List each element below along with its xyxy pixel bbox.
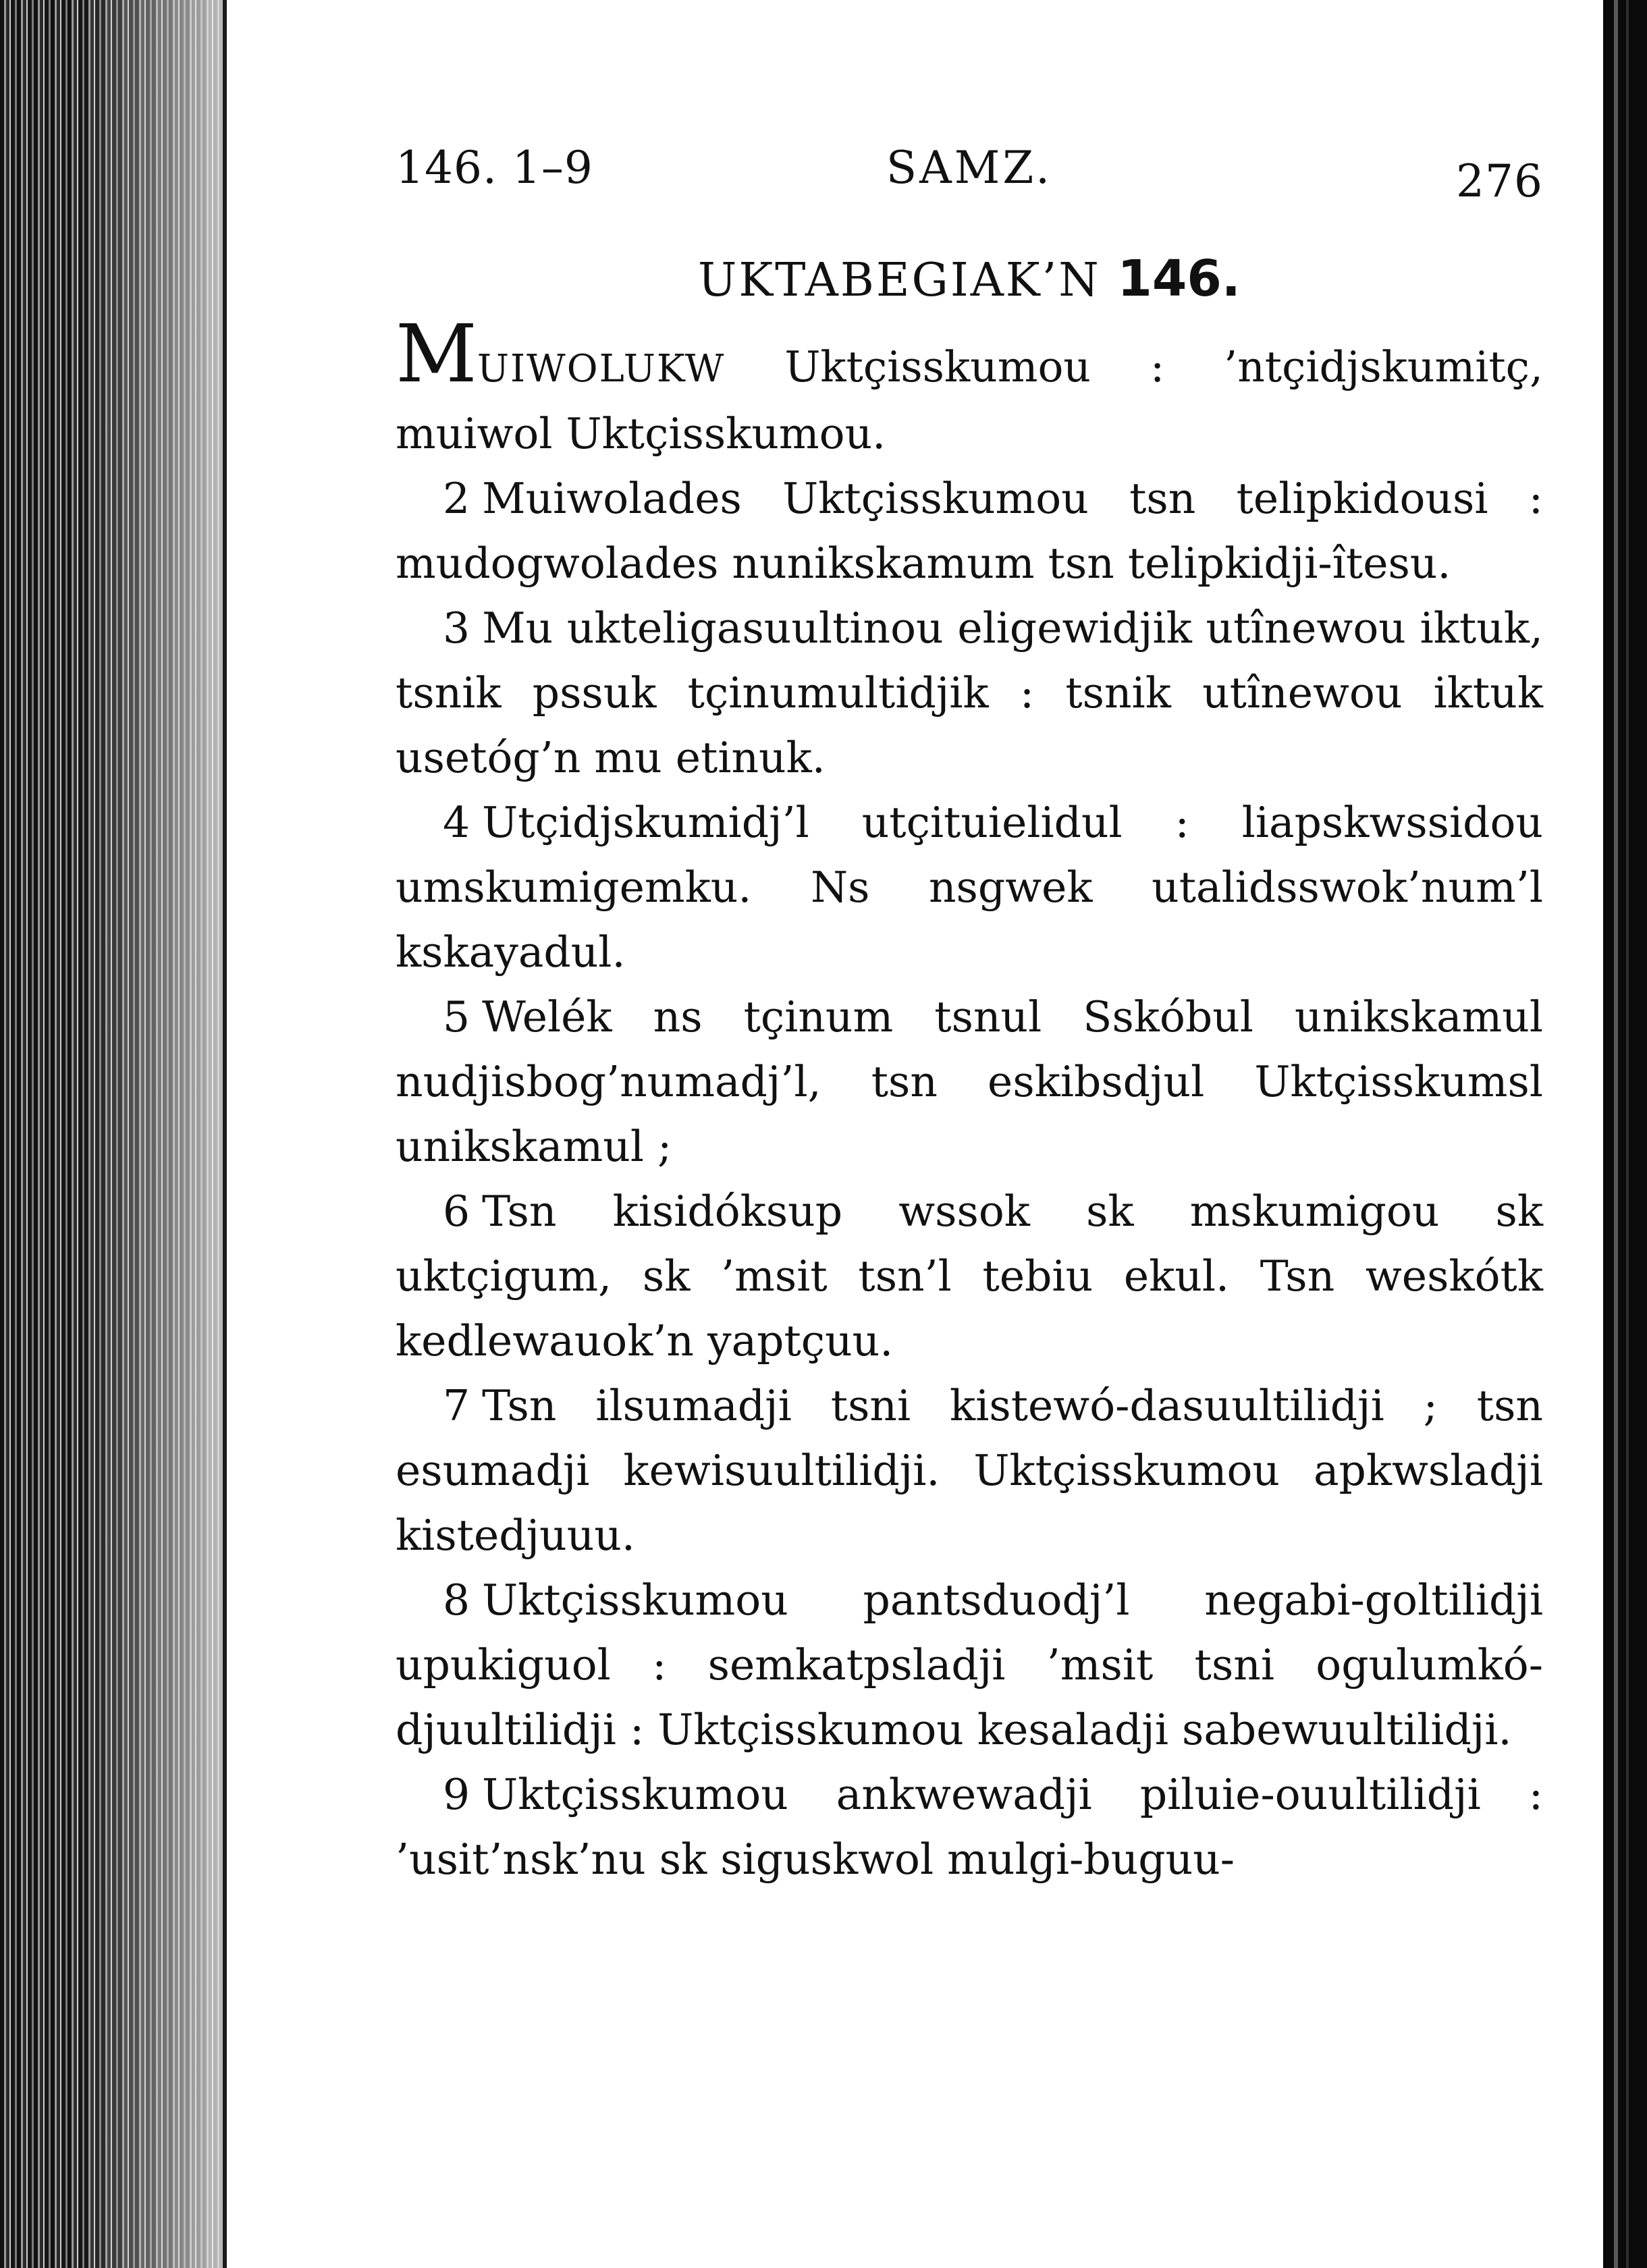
- book-page-edges: [0, 0, 256, 2268]
- running-head: [396, 128, 1543, 207]
- page-content: [396, 128, 1543, 1892]
- page-number: 276: [1456, 155, 1543, 207]
- chapter-heading: [396, 250, 1543, 308]
- running-head-reference: 146. 1–9: [396, 142, 593, 194]
- right-page-edge: [1603, 0, 1647, 2268]
- chapter-number: 146.: [1117, 250, 1241, 308]
- verse-text: Tsn kisidóksup wssok sk mskumigou sk uktçigum, sk ’msit tsn’l tebiu ekul. Tsn weskótk kedlewauok’n yaptçuu.: [396, 1187, 1543, 1366]
- verse-text: Uktçisskumou ankwewadji piluie-ouultilidji : ’usit’nsk’nu sk siguskwol mulgi-buguu-: [396, 1770, 1543, 1884]
- verse-number: 7: [443, 1381, 470, 1430]
- edge-line: [1614, 0, 1618, 2268]
- verse-3: [396, 596, 1543, 790]
- verse-number: 8: [443, 1575, 470, 1625]
- verse-text: Welék ns tçinum tsnul Sskóbul unikskamul nudjisbog’numadj’l, tsn eskibsdjul Uktçisskumsl unikskamul ;: [396, 992, 1543, 1171]
- verse-2: [396, 466, 1543, 596]
- verse-number: 2: [443, 474, 470, 523]
- edge-line: [1626, 0, 1629, 2268]
- verse-text: Utçidjskumidj’l utçituielidul : liapskwssidou umskumigemku. Ns nsgwek utalidsswok’num’l kskayadul.: [396, 798, 1543, 977]
- verse-1: [396, 307, 1543, 466]
- verse-text: Uktçisskumou pantsduodj’l negabi-goltilidji upukiguol : semkatpsladji ’msit tsni ogulumkó-djuultilidji : Uktçisskumou kesaladji sabewuultilidji.: [396, 1575, 1543, 1754]
- running-head-book-title: SAMZ.: [886, 142, 1053, 194]
- verse-7: [396, 1374, 1543, 1568]
- verse-1-opening-smallcaps: UIWOLUKW: [477, 347, 726, 391]
- verse-number: 4: [443, 798, 470, 847]
- verse-8: [396, 1568, 1543, 1762]
- verse-number: 5: [443, 992, 470, 1042]
- verse-9: [396, 1762, 1543, 1892]
- verse-text: Mu ukteligasuultinou eligewidjik utînewou iktuk, tsnik pssuk tçinumultidjik : tsnik utînewou iktuk usetóg’n mu etinuk.: [396, 603, 1543, 782]
- verse-number: 3: [443, 603, 470, 653]
- verse-1-text: Uktçisskumou : ’ntçidjskumitç, muiwol Uktçisskumou.: [396, 342, 1543, 458]
- chapter-title: UKTABEGIAK’N: [698, 254, 1101, 307]
- book-page: [223, 0, 1607, 2268]
- verse-4: [396, 790, 1543, 985]
- verse-text: Muiwolades Uktçisskumou tsn telipkidousi : mudogwolades nunikskamum tsn telipkidji-îtesu.: [396, 474, 1543, 588]
- verse-5: [396, 985, 1543, 1179]
- verse-number: 9: [443, 1770, 470, 1819]
- verse-text: Tsn ilsumadji tsni kistewó-dasuultilidji ; tsn esumadji kewisuultilidji. Uktçisskumou apkwsladji kistedjuuu.: [396, 1381, 1543, 1560]
- drop-cap: M: [396, 307, 477, 400]
- verse-6: [396, 1179, 1543, 1374]
- verse-number: 6: [443, 1187, 470, 1236]
